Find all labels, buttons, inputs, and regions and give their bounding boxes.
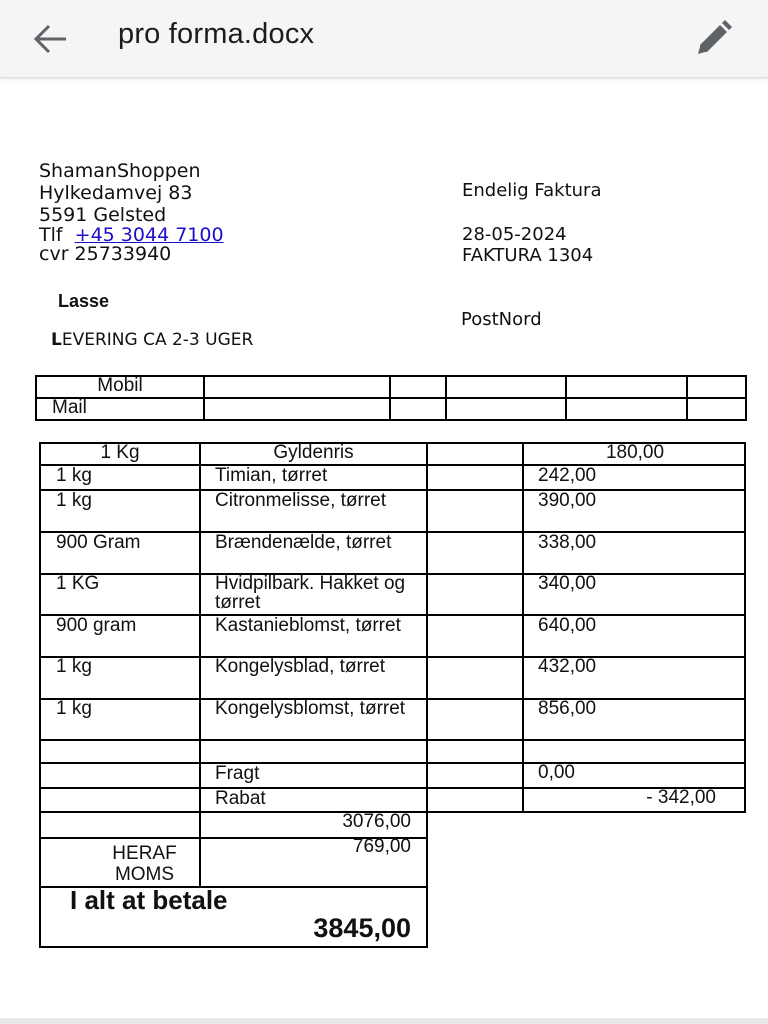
item-product: Hvidpilbark. Hakket og tørret	[215, 573, 406, 613]
discount-value: - 342,00	[646, 787, 716, 808]
freight-value: 0,00	[538, 762, 575, 783]
sender-street: Hylkedamvej 83	[39, 182, 193, 204]
item-product: Gyldenris	[273, 442, 354, 463]
delivery-note	[51, 330, 253, 350]
sender-name: ShamanShoppen	[39, 160, 201, 182]
bottom-edge	[0, 1018, 768, 1024]
sender-city: 5591 Gelsted	[39, 204, 167, 226]
item-price: 180,00	[605, 442, 665, 463]
invoice-number: FAKTURA 1304	[462, 245, 594, 266]
item-price: 856,00	[538, 698, 597, 719]
pencil-icon	[690, 18, 738, 60]
item-qty: 900 gram	[56, 615, 137, 636]
item-qty: 900 Gram	[56, 532, 141, 553]
document-title: pro forma.docx	[118, 18, 315, 50]
item-qty: 1 KG	[56, 573, 100, 594]
vat-label: HERAF MOMS	[112, 843, 177, 885]
item-product: Timian, tørret	[215, 465, 328, 486]
item-price: 640,00	[538, 615, 597, 636]
item-qty: 1 kg	[56, 465, 92, 486]
invoice-date: 28-05-2024	[462, 224, 567, 245]
item-qty: 1 kg	[56, 656, 92, 677]
edit-button[interactable]	[690, 18, 738, 60]
phone-link[interactable]: +45 3044 7100	[74, 224, 224, 246]
mobile-label: Mobil	[97, 375, 143, 396]
discount-label: Rabat	[215, 788, 266, 809]
item-product: Kastanieblomst, tørret	[215, 615, 401, 636]
item-product: Brændenælde, tørret	[215, 532, 392, 553]
item-price: 340,00	[538, 573, 597, 594]
sender-phone-row	[39, 225, 224, 245]
item-qty: 1 kg	[56, 698, 92, 719]
item-product: Kongelysblomst, tørret	[215, 698, 406, 719]
mail-label: Mail	[52, 397, 87, 418]
delivery-note-initial: L	[51, 330, 62, 350]
invoice-type: Endelig Faktura	[462, 180, 602, 201]
delivery-note-rest: EVERING CA 2-3 UGER	[61, 330, 254, 350]
phone-label: Tlf	[39, 224, 63, 246]
customer-name: Lasse	[58, 291, 110, 311]
vat-value: 769,00	[352, 836, 411, 857]
total-label: I alt at betale	[70, 885, 228, 915]
item-price: 432,00	[538, 656, 597, 677]
item-product: Citronmelisse, tørret	[215, 490, 387, 511]
back-button[interactable]	[30, 20, 70, 58]
arrow-left-icon	[30, 20, 70, 58]
shipping-method: PostNord	[461, 309, 542, 330]
item-price: 390,00	[538, 490, 597, 511]
item-price: 242,00	[538, 465, 597, 486]
item-price: 338,00	[538, 532, 597, 553]
item-qty: 1 kg	[56, 490, 92, 511]
item-product: Kongelysblad, tørret	[215, 656, 386, 677]
total-value: 3845,00	[313, 913, 411, 943]
item-qty: 1 Kg	[100, 442, 140, 463]
app-bar	[0, 0, 768, 78]
subtotal-value: 3076,00	[342, 811, 411, 832]
sender-cvr: cvr 25733940	[39, 243, 172, 265]
freight-label: Fragt	[215, 763, 260, 784]
